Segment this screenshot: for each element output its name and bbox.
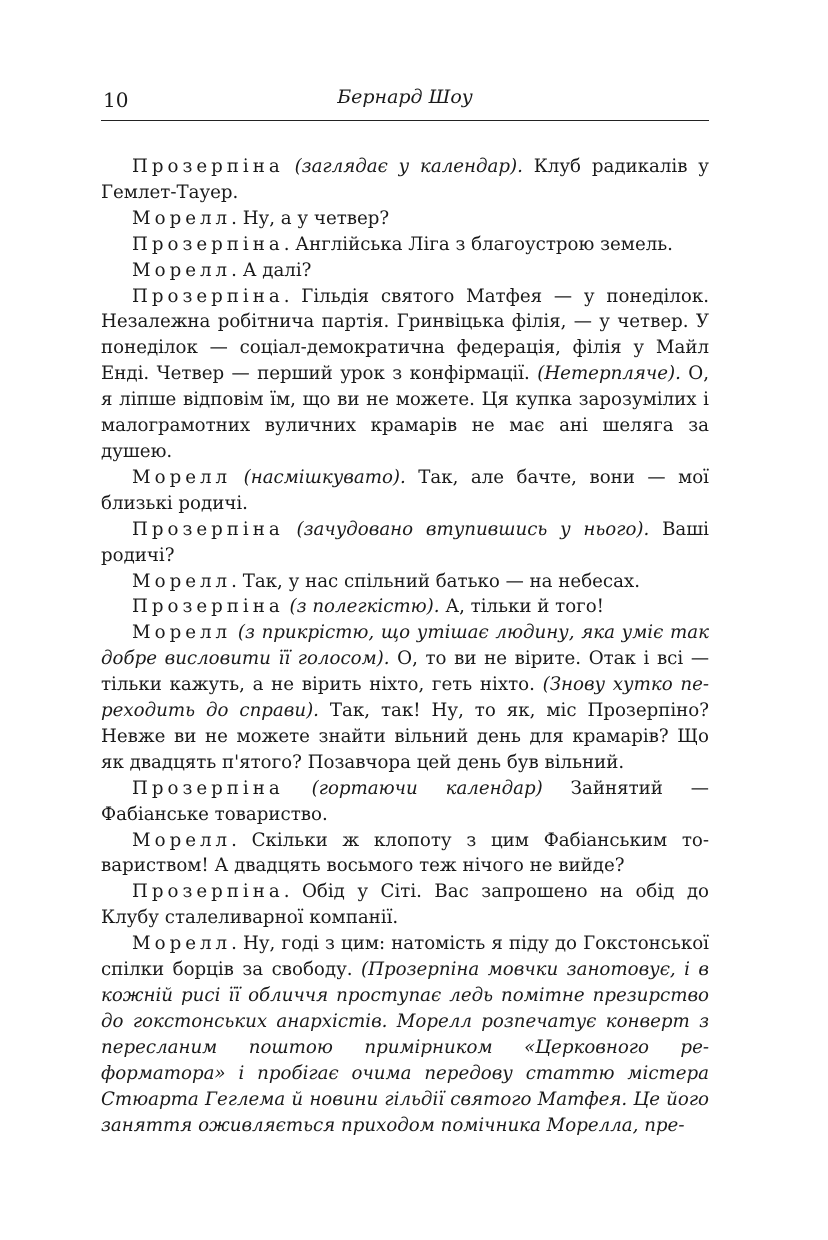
dialogue-paragraph: [101, 620, 709, 775]
speaker-name: Прозерпіна: [132, 233, 284, 255]
speaker-name: Морелл: [132, 933, 232, 955]
stage-direction: (Знову хутко переходить до справи).: [101, 674, 709, 722]
dialogue-text: . А далі?: [231, 259, 312, 281]
dialogue-text: . Ну, годі з цим: натомість я піду до Гокстонської спілки борців за свободу.: [101, 933, 709, 981]
dialogue-text: . Ну, а у четвер?: [231, 207, 390, 229]
speaker-name: Морелл: [132, 466, 232, 488]
stage-direction: (заглядає у календар).: [294, 156, 523, 177]
running-title: Бернард Шоу: [337, 86, 473, 108]
speaker-name: Морелл: [132, 622, 232, 644]
dialogue-paragraph: [101, 284, 709, 465]
speaker-name: Прозерпіна: [132, 156, 284, 177]
stage-direction: (насмішкувато).: [243, 466, 406, 488]
stage-direction: (з прикрістю, що утішає людину, яка уміє так добре висловити її голосом).: [101, 622, 709, 670]
dialogue-paragraph: [101, 232, 709, 258]
dialogue-paragraph: [101, 828, 709, 880]
dialogue-paragraph: [101, 258, 709, 284]
dialogue-text: . Гільдія святого Матфея — у понеділок. Незалежна робітнича партія. Гринвіцька філія, — у четвер. У понеділок — соціал-демократична федерація, філія у Майл Енді. Четвер — перший урок з конфірмації.: [101, 285, 709, 385]
dialogue-text: [284, 778, 312, 799]
speaker-name: Морелл: [132, 207, 232, 229]
dialogue-paragraph: [101, 776, 709, 828]
dialogue-paragraph: [101, 569, 709, 595]
page-header: [101, 84, 709, 121]
stage-direction: (Нетерпляче).: [537, 363, 681, 385]
dialogue-text: О, то ви не вірите. Отак і всі — тільки кажуть, а не вірить ніхто, геть ніхто.: [101, 648, 710, 696]
dialogue-text: Клуб радикалів у Гемлет-Тауер.: [101, 156, 709, 203]
dialogue-paragraph: [101, 206, 709, 232]
dialogue-text: Так, так! Ну, то як, міс Прозерпіно? Невже ви не можете знайти вільний день для крамарів? Що як двадцять п'ятого? Позавчора цей день був вільний.: [101, 700, 709, 773]
dialogue-paragraph: [101, 465, 709, 517]
dialogue-text: . Обід у Сіті. Вас запрошено на обід до Клубу сталеливарної компанії.: [101, 881, 709, 929]
speaker-name: Прозерпіна: [132, 777, 284, 799]
speaker-name: Прозерпіна: [132, 881, 284, 903]
dialogue-text: [231, 622, 238, 643]
dialogue-text: . Англійська Ліга з благоустрою земель.: [283, 233, 673, 255]
dialogue-text: Зайнятий — Фабіанське товариство.: [101, 777, 709, 825]
dialogue-paragraph: [101, 154, 709, 206]
dialogue-paragraph: [101, 594, 709, 620]
dialogue-text: [231, 467, 244, 488]
speaker-name: Прозерпіна: [132, 518, 284, 540]
speaker-name: Морелл: [132, 829, 232, 851]
dialogue-text: О, я ліпше відповім їм, що ви не можете. Ця купка зарозумілих і малограмотних вуличних крамарів не має ані шеляга за душею.: [101, 363, 709, 462]
dialogue-text: [284, 519, 297, 540]
speaker-name: Морелл: [132, 570, 232, 592]
speaker-name: Прозерпіна: [132, 285, 284, 307]
dialogue-text: . Скільки ж клопоту з цим Фабіанським товариством! А двадцять восьмого теж нічого не вийде?: [101, 829, 709, 877]
page-number: 10: [103, 88, 129, 112]
dialogue-paragraph: [101, 931, 709, 1138]
speaker-name: Морелл: [132, 259, 232, 281]
stage-direction: (Прозерпіна мовчки занотовує, і в кожній рисі її обличчя проступає ледь помітне презирство до гокстонських анархістів. Морелл розпечатує конверт з пересланим поштою примірником «Церковного реформатора» і пробігає очима передову статтю містера Стюарта Геглема й новини гільдії святого Матфея. Це його заняття оживляється приходом помічника Морелла, пре-: [101, 959, 709, 1136]
dialogue-text: . Так, у нас спільний батько — на небесах.: [231, 570, 640, 592]
dialogue-text: А, тільки й того!: [439, 596, 604, 618]
dialogue-text: [284, 156, 295, 177]
body-text: [101, 154, 709, 1138]
speaker-name: Прозерпіна: [132, 596, 284, 618]
stage-direction: (зачудовано втупившись у нього).: [296, 518, 650, 540]
dialogue-paragraph: [101, 879, 709, 931]
dialogue-paragraph: [101, 517, 709, 569]
stage-direction: (з полегкістю).: [289, 596, 440, 618]
dialogue-text: Ваші родичі?: [101, 518, 709, 566]
stage-direction: (гортаючи календар): [311, 777, 543, 799]
dialogue-text: Так, але бачте, вони — мої близькі родичі.: [101, 466, 709, 514]
